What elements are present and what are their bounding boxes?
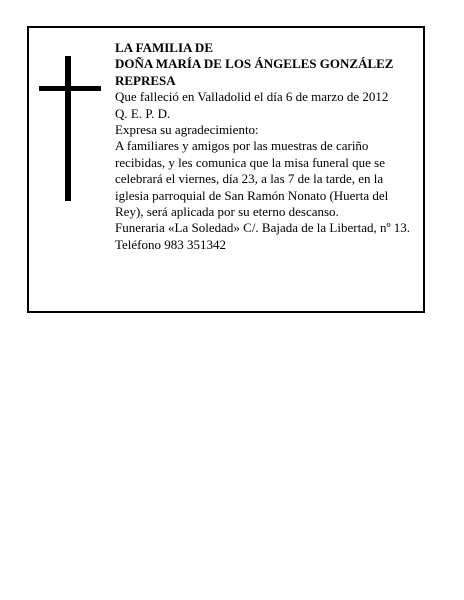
cross-vertical-bar xyxy=(65,56,71,201)
notice-text xyxy=(115,40,419,253)
obituary-notice xyxy=(27,26,425,313)
heading-line-family: LA FAMILIA DE xyxy=(115,40,213,55)
phone-line: Teléfono 983 351342 xyxy=(115,236,227,252)
cross-horizontal-bar xyxy=(39,86,101,91)
heading-line-name: DOÑA MARÍA DE LOS ÁNGELES GONZÁLEZ xyxy=(115,56,394,72)
message-line-2: recibidas, y les comunica que la misa funeral que se xyxy=(115,154,386,170)
death-statement: Que falleció en Valladolid el día 6 de marzo de 2012 xyxy=(115,89,389,105)
gratitude-line: Expresa su agradecimiento: xyxy=(115,122,259,138)
message-line-1: A familiares y amigos por las muestras de cariño xyxy=(115,138,369,154)
rip-line: Q. E. P. D. xyxy=(115,105,171,121)
message-line-4: iglesia parroquial de San Ramón Nonato (Huerta del xyxy=(115,187,389,203)
funeral-home-line: Funeraria «La Soledad» C/. Bajada de la Libertad, nº 13. xyxy=(115,220,410,236)
cross-icon xyxy=(39,56,101,201)
message-line-3: celebrará el viernes, día 23, a las 7 de la tarde, en la xyxy=(115,171,384,187)
heading-line-surname: REPRESA xyxy=(115,72,176,88)
message-line-5: Rey), será aplicada por su eterno descanso. xyxy=(115,204,339,220)
